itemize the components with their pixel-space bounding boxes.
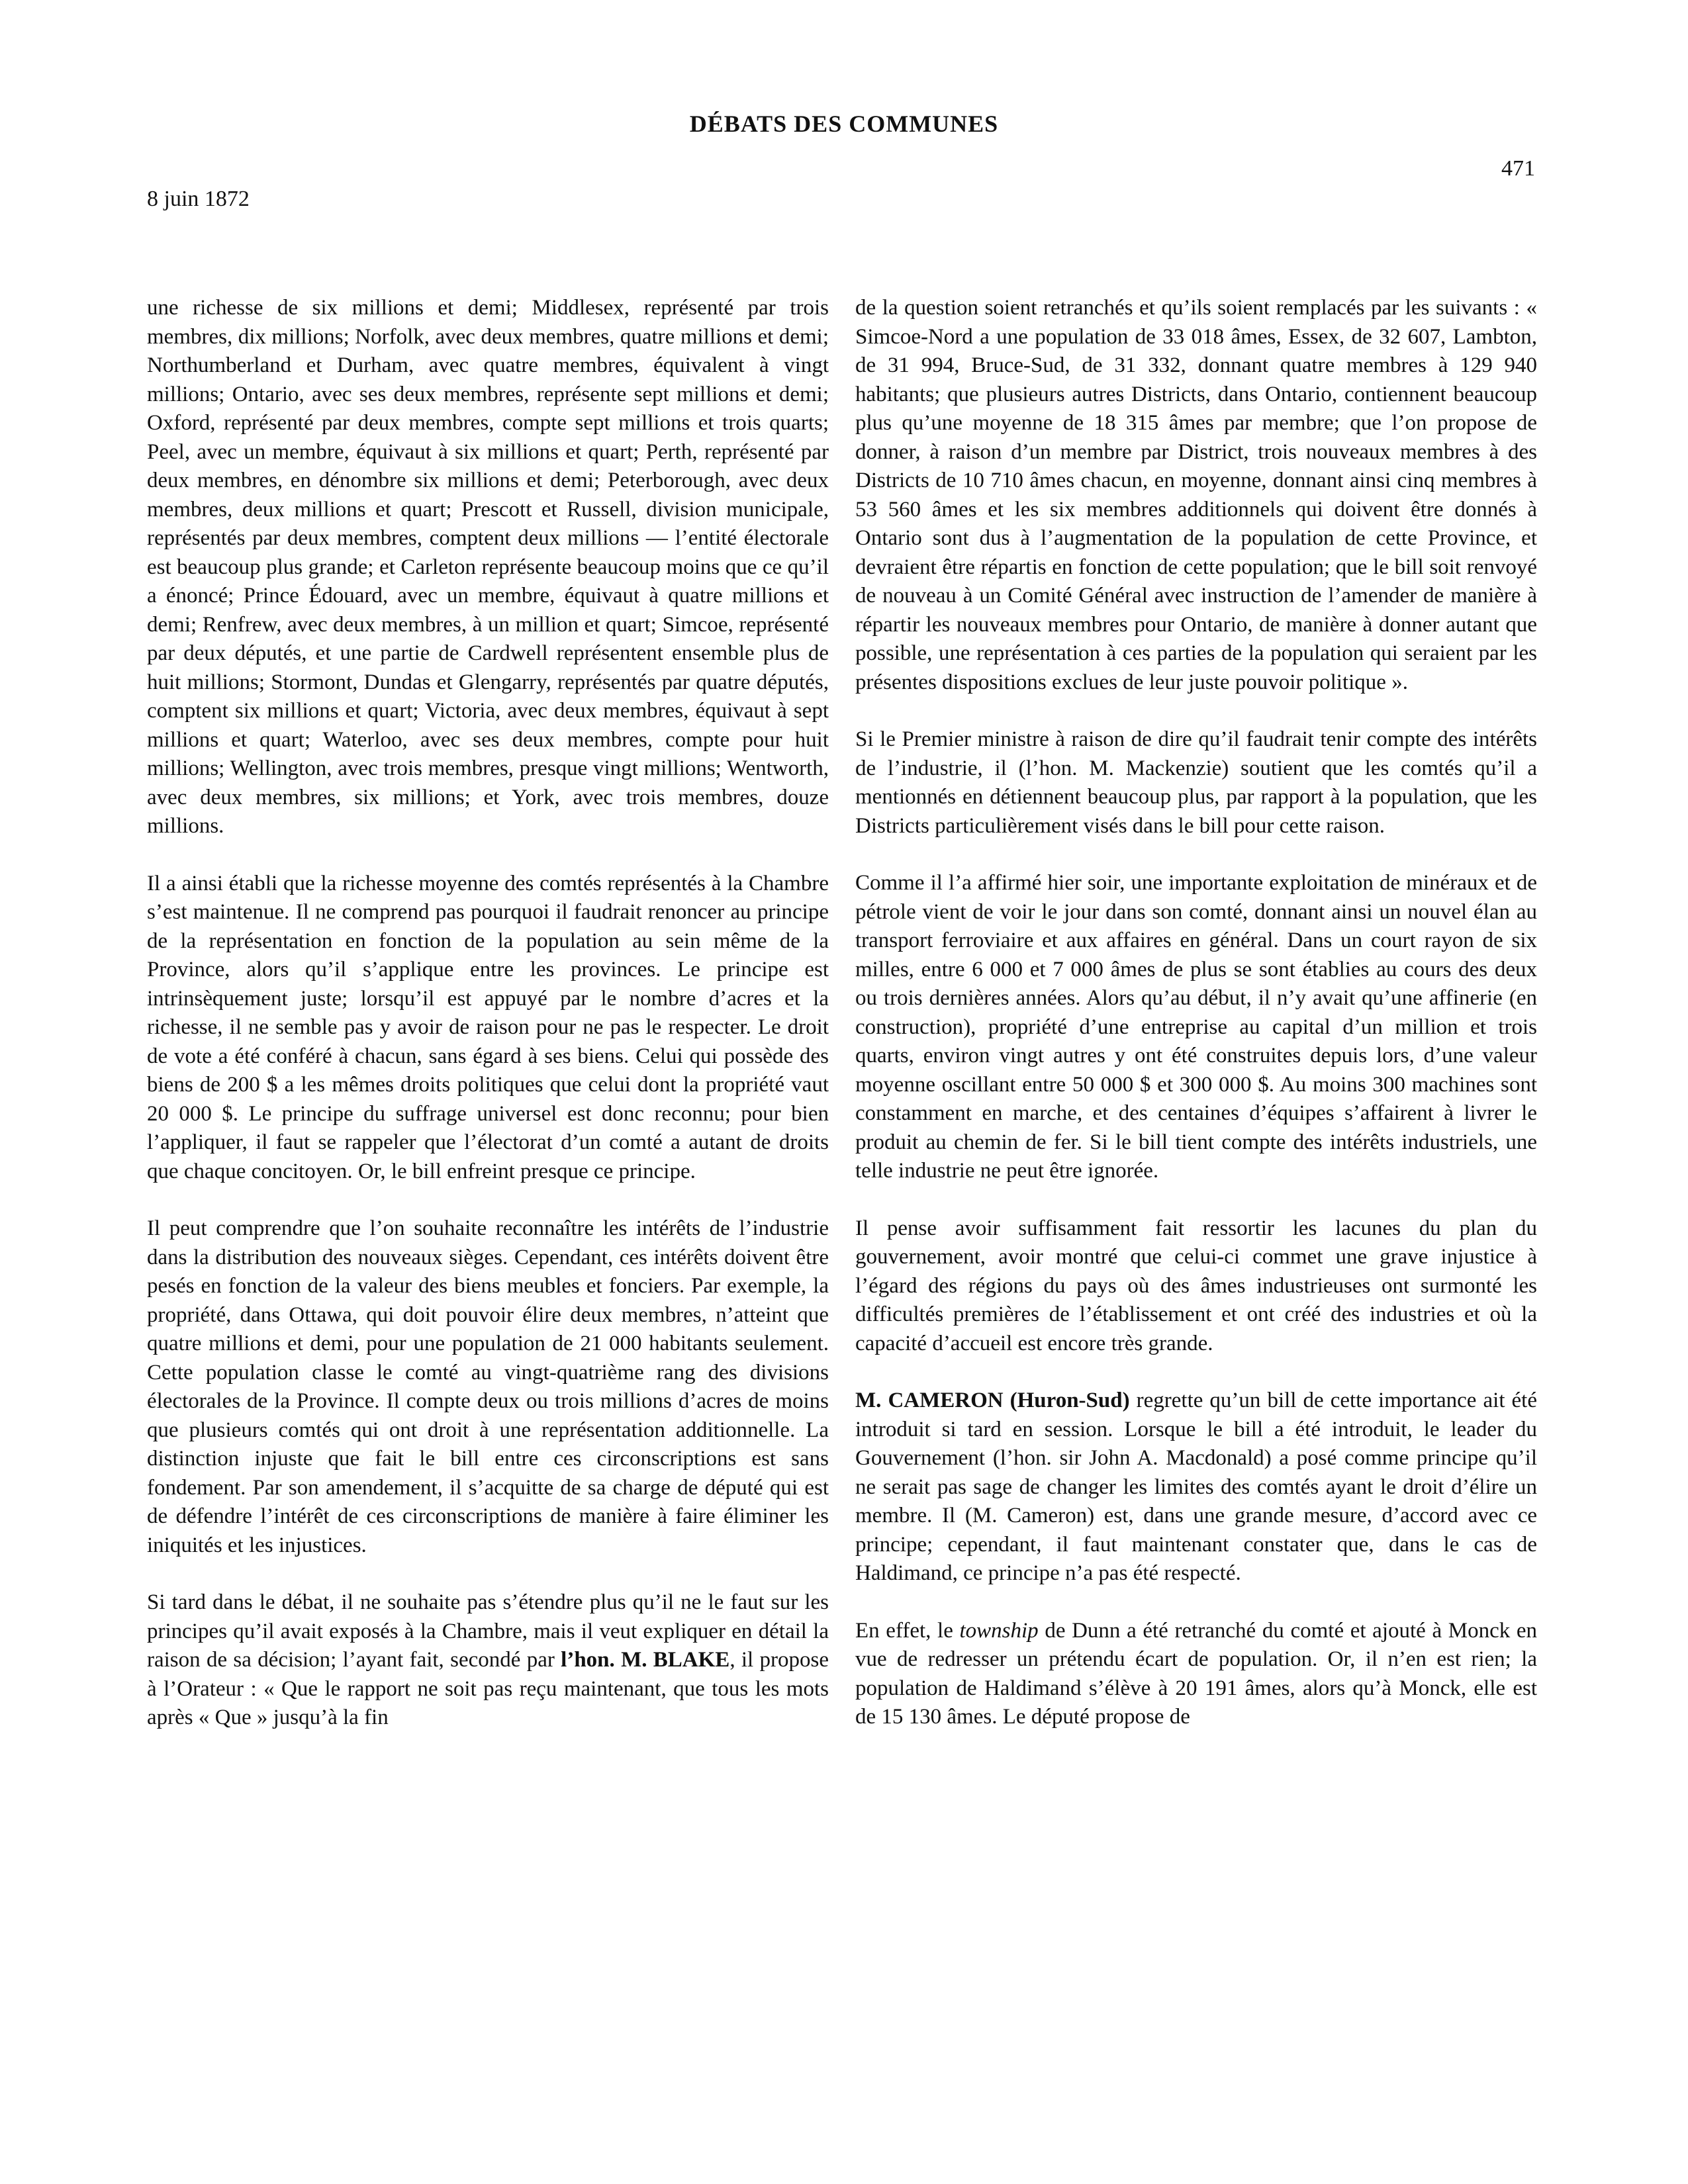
right-paragraph-3: Comme il l’a affirmé hier soir, une importante exploitation de minéraux et de pétrole vient de voir le jour dans son comté, donnant ainsi un nouvel élan au transport ferroviaire et aux affaires en général. Dans un court rayon de six milles, entre 6 000 et 7 000 âmes de plus se sont établies au cours des deux ou trois dernières années. Alors qu’au début, il n’y avait qu’une affinerie (en construction), propriété d’une entreprise au capital d’un million et trois quarts, environ vingt autres y ont été construites depuis lors, d’une valeur moyenne oscillant entre 50 000 $ et 300 000 $. Au moins 300 machines sont constamment en marche, et des centaines d’équipes s’affairent à livrer le produit au chemin de fer. Si le bill tient compte des intérêts industriels, une telle industrie ne peut être ignorée. [855, 871, 1537, 1183]
left-paragraph-4-text-before: Si tard dans le débat, il ne souhaite pas s’étendre plus qu’il ne le faut sur les principes qu’il avait exposés à la Chambre, mais il veut expliquer en détail la raison de sa décision; l’ayant fait, secondé par [147, 1590, 829, 1672]
left-paragraph-4-text-after: , il propose à l’Orateur : « Que le rapport ne soit pas reçu maintenant, que tous les mots après « Que » jusqu’à la fin [147, 1648, 829, 1729]
page-date: 8 juin 1872 [147, 187, 250, 211]
right-paragraph-5 [855, 1387, 1537, 1588]
right-paragraph-6 [855, 1617, 1537, 1732]
running-header-title: DÉBATS DES COMMUNES [689, 111, 999, 137]
right-paragraph-4: Il pense avoir suffisamment fait ressortir les lacunes du plan du gouvernement, avoir montré que celui-ci commet une grave injustice à l’égard des régions du pays où des âmes industrieuses ont surmonté les difficultés premières de l’établissement et ont créé des industries et où la capacité d’accueil est encore très grande. [855, 1216, 1537, 1355]
right-paragraph-2: Si le Premier ministre à raison de dire qu’il faudrait tenir compte des intérêts de l’industrie, il (l’hon. M. Mackenzie) soutient que les comtés qu’il a mentionnés en détiennent beaucoup plus, par rapport à la population, que les Districts particulièrement visés dans le bill pour cette raison. [855, 727, 1537, 838]
left-paragraph-3: Il peut comprendre que l’on souhaite reconnaître les intérêts de l’industrie dans la distribution des nouveaux sièges. Cependant, ces intérêts doivent être pesés en fonction de la valeur des biens meubles et fonciers. Par exemple, la propriété, dans Ottawa, qui doit pouvoir élire deux membres, n’atteint que quatre millions et demi, pour une population de 21 000 habitants seulement. Cette population classe le comté au vingt-quatrième rang des divisions électorales de la Province. Il compte deux ou trois millions d’acres de moins que plusieurs comtés qui ont droit à une représentation additionnelle. La distinction injuste que fait le bill entre ces circonscriptions est sans fondement. Par son amendement, il s’acquitte de sa charge de député qui est de défendre l’intérêt de ces circonscriptions de manière à faire éliminer les iniquités et les injustices. [147, 1216, 829, 1557]
speaker-name-blake: l’hon. M. BLAKE [561, 1648, 730, 1672]
right-paragraph-5-text: regrette qu’un bill de cette importance ait été introduit si tard en session. Lorsque le bill a été introduit, le leader du Gouvernement (l’hon. sir John A. Macdonald) a posé comme principe qu’il ne serait pas sage de changer les limites des comtés ayant le droit d’élire un membre. Il (M. Cameron) est, dans une grande mesure, d’accord avec ce principe; cependant, il faut maintenant constater que, dans le cas de Haldimand, ce principe n’a pas été respecté. [855, 1388, 1537, 1585]
left-paragraph-4 [147, 1588, 829, 1733]
left-column [147, 294, 829, 1733]
right-paragraph-6-text-before: En effet, le [855, 1618, 960, 1643]
italic-term-township: township [959, 1618, 1039, 1643]
right-column [855, 294, 1537, 1732]
speaker-name-cameron: M. CAMERON (Huron-Sud) [855, 1388, 1130, 1412]
right-paragraph-1: de la question soient retranchés et qu’ils soient remplacés par les suivants : « Simcoe-Nord a une population de 33 018 âmes, Essex, de 32 607, Lambton, de 31 994, Bruce-Sud, de 31 332, donnant quatre membres à 129 940 habitants; que plusieurs autres Districts, dans Ontario, contiennent beaucoup plus qu’une moyenne de 18 315 âmes par membre; que l’on propose de donner, à raison d’un membre par District, trois nouveaux membres à des Districts de 10 710 âmes chacun, en moyenne, donnant ainsi cinq membres à 53 560 âmes et les six membres additionnels qui doivent être donnés à Ontario sont dus à l’augmentation de la population de cette Province, et devraient être répartis en fonction de cette population; que le bill soit renvoyé de nouveau à un Comité Général avec instruction de l’amender de manière à répartir les nouveaux membres pour Ontario, de manière à donner autant que possible, une représentation à ces parties de la population qui seraient par les présentes dispositions exclues de leur juste pouvoir politique ». [855, 296, 1537, 694]
left-paragraph-2: Il a ainsi établi que la richesse moyenne des comtés représentés à la Chambre s’est maintenue. Il ne comprend pas pourquoi il faudrait renoncer au principe de la représentation en fonction de la population au sein même de la Province, alors qu’il s’applique entre les provinces. Le principe est intrinsèquement juste; lorsqu’il est appuyé par le nombre d’acres et la richesse, il ne semble pas y avoir de raison pour ne pas le respecter. Le droit de vote a été conféré à chacun, sans égard à ses biens. Celui qui possède des biens de 200 $ a les mêmes droits politiques que celui dont la propriété vaut 20 000 $. Le principe du suffrage universel est donc reconnu; pour bien l’appliquer, il faut se rappeler que l’électorat d’un comté a autant de droits que chaque concitoyen. Or, le bill enfreint presque ce principe. [147, 871, 829, 1183]
left-paragraph-1: une richesse de six millions et demi; Middlesex, représenté par trois membres, dix millions; Norfolk, avec deux membres, quatre millions et demi; Northumberland et Durham, avec quatre membres, équivalent à vingt millions; Ontario, avec ses deux membres, représente sept millions et demi; Oxford, représenté par deux membres, compte sept millions et trois quarts; Peel, avec un membre, équivaut à six millions et quart; Perth, représenté par deux membres, en dénombre six millions et demi; Peterborough, avec deux membres, deux millions et quart; Prescott et Russell, division municipale, représentés par deux membres, comptent deux millions — l’entité électorale est beaucoup plus grande; et Carleton représente beaucoup moins que ce qu’il a énoncé; Prince Édouard, avec un membre, équivaut à quatre millions et demi; Renfrew, avec deux membres, à un million et quart; Simcoe, représenté par deux députés, et une partie de Cardwell représentent ensemble plus de huit millions; Stormont, Dundas et Glengarry, représentés par quatre députés, comptent six millions et quart; Victoria, avec deux membres, équivaut à sept millions et quart; Waterloo, avec ses deux membres, compte pour huit millions; Wellington, avec trois membres, presque vingt millions; Wentworth, avec deux membres, six millions; et York, avec trois membres, douze millions. [147, 296, 829, 838]
right-paragraph-6-text-after: de Dunn a été retranché du comté et ajouté à Monck en vue de redresser un prétendu écart de population. Or, il n’en est rien; la population de Haldimand s’élève à 20 191 âmes, alors qu’à Monck, elle est de 15 130 âmes. Le député propose de [855, 1618, 1537, 1729]
page-number: 471 [1501, 156, 1535, 181]
